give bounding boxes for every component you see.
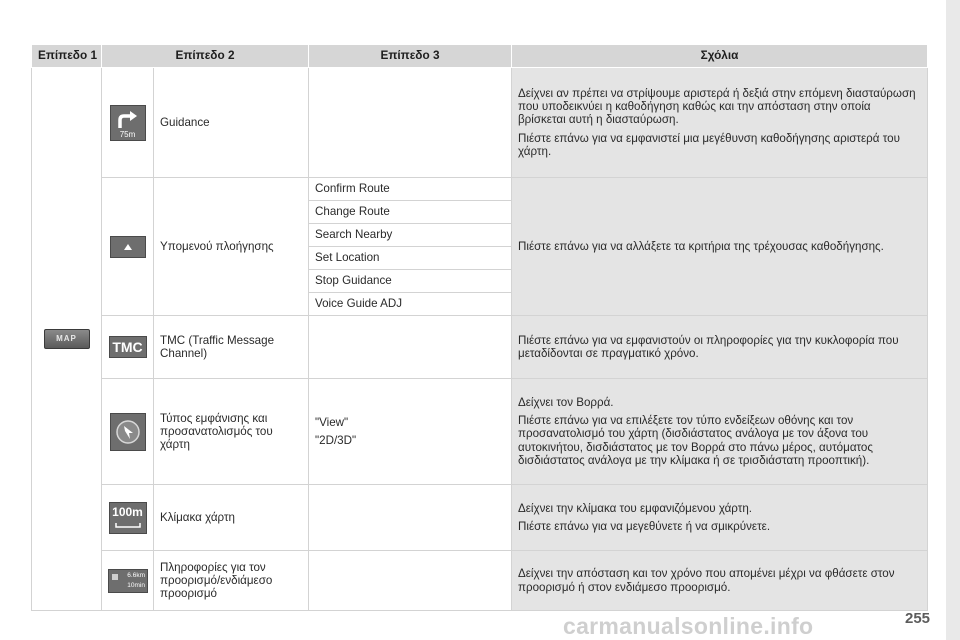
level3-empty [309, 551, 512, 611]
level3-view: "View" [315, 415, 349, 429]
level3-2d3d: "2D/3D" [315, 434, 357, 447]
level3-empty [309, 68, 512, 178]
comment-text: Πιέστε επάνω για να αλλάξετε τα κριτήρια της τρέχουσας καθοδήγησης. [518, 239, 884, 253]
icon-cell [102, 178, 154, 316]
remaining-time: 10min [127, 581, 145, 589]
level1-cell [32, 68, 102, 611]
table-row [32, 485, 928, 551]
page-number: 255 [905, 610, 931, 627]
header-comments: Σχόλια [512, 45, 928, 68]
icon-cell [102, 316, 154, 379]
icon-cell [102, 379, 154, 485]
level3-stop-guidance: Stop Guidance [309, 270, 512, 293]
flag-icon [112, 574, 118, 580]
level3-search-nearby: Search Nearby [309, 224, 512, 247]
comment-text: Δείχνει τον Βορρά. [518, 395, 614, 409]
comment-tmc [512, 316, 928, 379]
scale-icon [109, 502, 147, 534]
level3-confirm-route: Confirm Route [309, 178, 512, 201]
comment-text: Πιέστε επάνω για να επιλέξετε τον τύπο ενδείξεων οθόνης και τον προσανατολισμό του χάρτη (δισδιάστατος ανάλογα με τον άξονα του αυτοκινήτου, δισδιάστατος με τον Βορρά στο πάνω μέρος, αυτόματος δισδιάστατος ανάλογα με την κλίμακα ή σε τρισδιάστατη προοπτική). [518, 414, 873, 467]
compass-icon [110, 413, 146, 451]
icon-cell [102, 68, 154, 178]
level2-destination-info: Πληροφορίες για τον προορισμό/ενδιάμεσο προορισμό [154, 551, 309, 611]
tmc-icon-label: TMC [112, 339, 143, 355]
level2-tmc: TMC (Traffic Message Channel) [154, 316, 309, 379]
distance-time-icon [108, 569, 148, 593]
page-edge-bar [946, 0, 960, 640]
level3-change-route: Change Route [309, 201, 512, 224]
triangle-up-icon [110, 236, 146, 258]
map-button-icon: MAP [44, 329, 90, 349]
table-row [32, 178, 928, 201]
icon-cell [102, 485, 154, 551]
level2-map-scale: Κλίμακα χάρτη [154, 485, 309, 551]
header-level-1: Επίπεδο 1 [32, 45, 102, 68]
level3-voice-guide-adj: Voice Guide ADJ [309, 293, 512, 316]
table-row [32, 316, 928, 379]
comment-text: Δείχνει την κλίμακα του εμφανιζόμενου χάρτη. [518, 501, 752, 515]
manual-table [31, 44, 928, 611]
level2-map-view: Τύπος εμφάνισης και προσανατολισμός του χάρτη [154, 379, 309, 485]
watermark: carmanualsonline.info [563, 613, 814, 639]
comment-text: Πιέστε επάνω για να εμφανιστεί μια μεγέθυνση καθοδήγησης αριστερά του χάρτη. [518, 131, 900, 158]
comment-text: Πιέστε επάνω για να εμφανιστούν οι πληροφορίες για την κυκλοφορία που μεταδίδονται σε πραγματικό χρόνο. [518, 333, 899, 360]
level3-empty [309, 316, 512, 379]
comment-text: Πιέστε επάνω για να μεγεθύνετε ή να σμικρύνετε. [518, 520, 771, 533]
comment-map-scale [512, 485, 928, 551]
comment-map-view [512, 379, 928, 485]
table-row [32, 379, 928, 485]
level3-view-options [309, 379, 512, 485]
table-row [32, 68, 928, 178]
table-row [32, 551, 928, 611]
tmc-icon [109, 336, 147, 358]
comment-text: Δείχνει αν πρέπει να στρίψουμε αριστερά ή δεξιά στην επόμενη διασταύρωση που υποδεικνύει η καθοδήγηση καθώς και την απόσταση στην οποία βρίσκεται αυτή η διασταύρωση. [518, 86, 916, 127]
comment-guidance [512, 68, 928, 178]
icon-cell [102, 551, 154, 611]
table-header-row [32, 45, 928, 68]
distance-label: 75m [119, 129, 136, 139]
level3-set-location: Set Location [309, 247, 512, 270]
turn-right-arrow-icon [110, 105, 146, 141]
level2-nav-submenu: Υπομενού πλοήγησης [154, 178, 309, 316]
scale-label: 100m [112, 504, 143, 519]
header-level-2: Επίπεδο 2 [102, 45, 309, 68]
remaining-distance: 6.6km [127, 571, 145, 579]
comment-destination-info [512, 551, 928, 611]
level2-guidance: Guidance [154, 68, 309, 178]
header-level-3: Επίπεδο 3 [309, 45, 512, 68]
comment-text: Δείχνει την απόσταση και τον χρόνο που απομένει μέχρι να φθάσετε στον προορισμό ή στον ενδιάμεσο προορισμό. [518, 567, 895, 594]
level3-empty [309, 485, 512, 551]
comment-nav-submenu [512, 178, 928, 316]
